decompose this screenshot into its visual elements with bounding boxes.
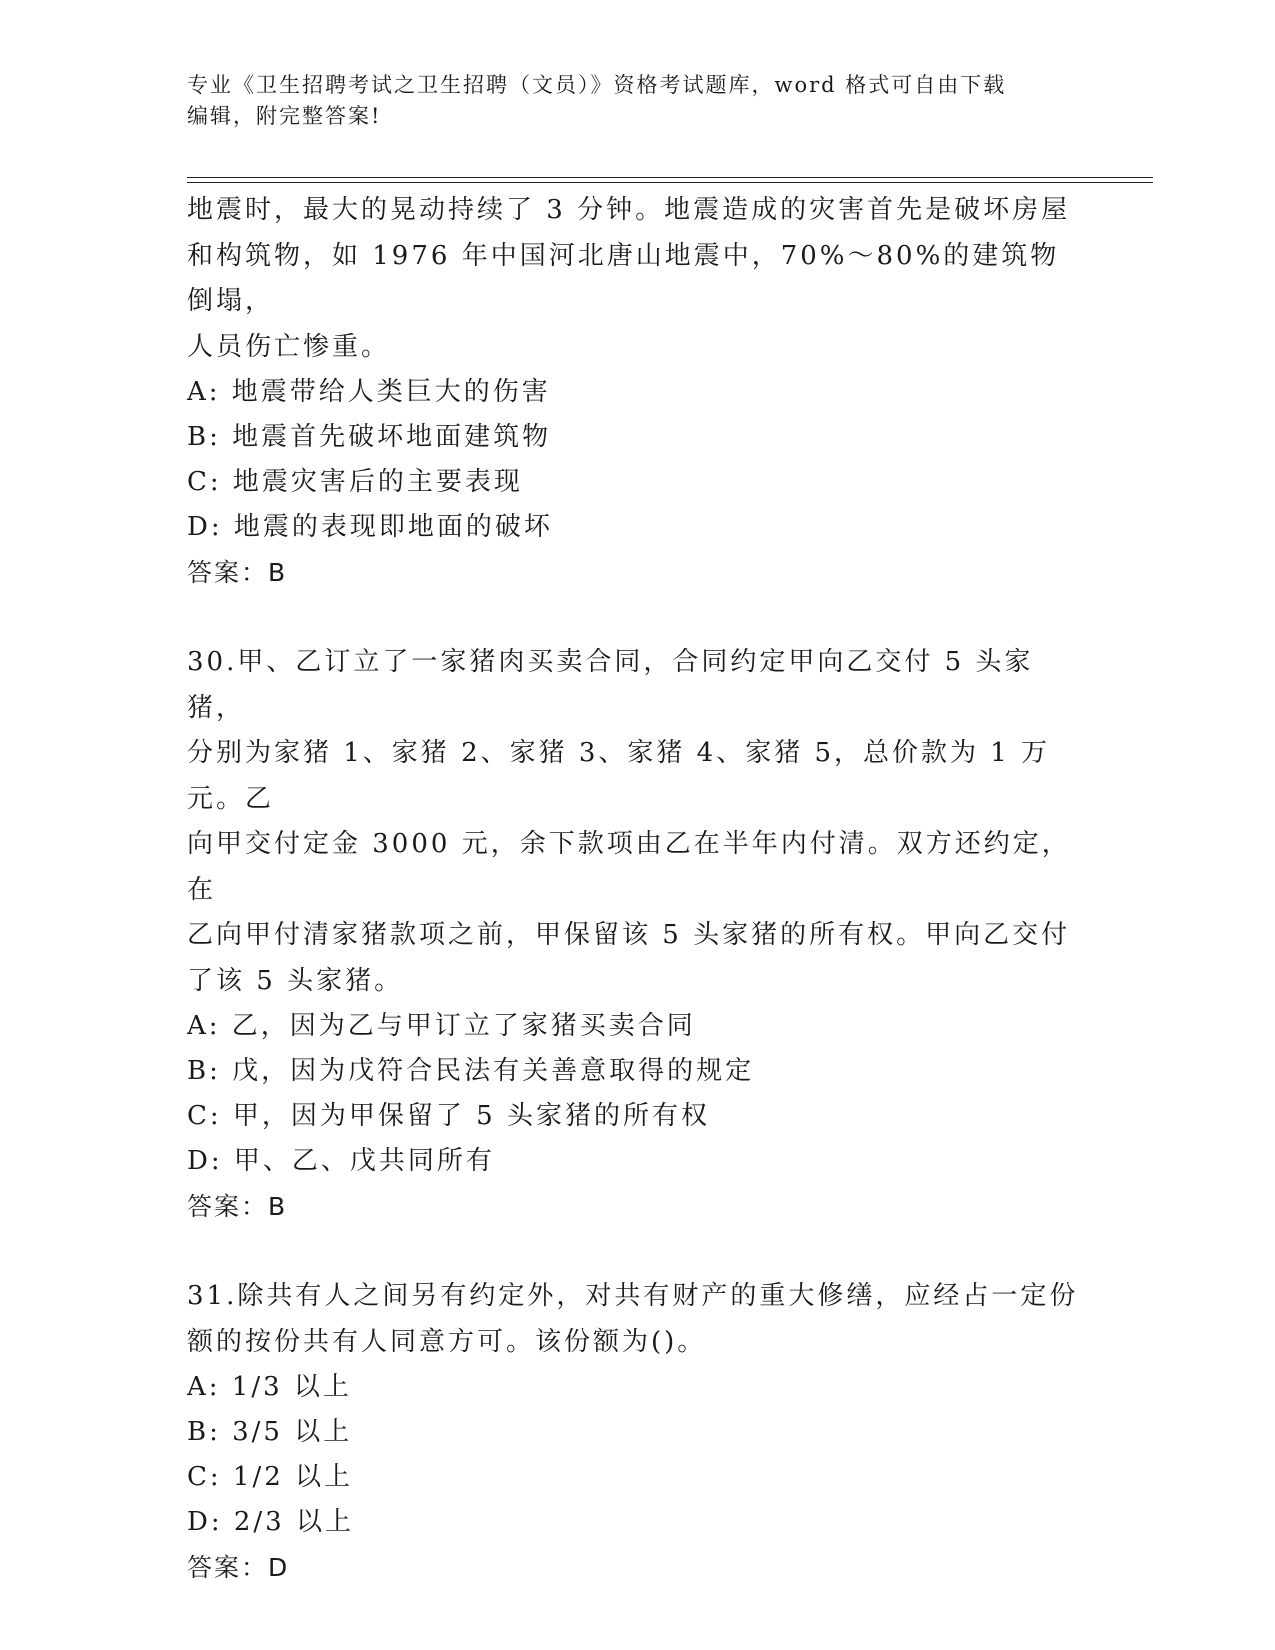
question-stem [187,1274,1087,1365]
option-b: B: 戊，因为戊符合民法有关善意取得的规定 [187,1056,755,1086]
question-block-31 [187,1274,1087,1590]
document-header [187,70,1087,132]
question-stem-line: 乙向甲付清家猪款项之前，甲保留该 5 头家猪的所有权。甲向乙交付 [187,920,1071,950]
option-d: D: 甲、乙、戊共同所有 [187,1146,495,1176]
option-c: C: 甲，因为甲保留了 5 头家猪的所有权 [187,1101,710,1131]
question-stem-line: 额的按份共有人同意方可。该份额为()。 [187,1326,707,1357]
question-block-30 [187,640,1087,1229]
option-b: B: 地震首先破坏地面建筑物 [187,422,552,452]
question-stem-line: 人员伤亡惨重。 [187,331,391,362]
option-a: A: 1/3 以上 [187,1372,352,1402]
header-line-1: 专业《卫生招聘考试之卫生招聘（文员）》资格考试题库，word 格式可自由下载 [187,73,1007,97]
option-a: A: 乙，因为乙与甲订立了家猪买卖合同 [187,1011,696,1041]
header-line-2: 编辑，附完整答案! [187,104,382,128]
answer-label: 答案：D [187,1553,290,1582]
question-list [187,188,1087,1590]
question-stem-line: 地震时，最大的晃动持续了 3 分钟。地震造成的灾害首先是破坏房屋 [187,195,1071,225]
answer-label: 答案：B [187,558,288,587]
question-stem-line: 向甲交付定金 3000 元，余下款项由乙在半年内付清。双方还约定，在 [187,829,1071,905]
question-stem-line: 31.除共有人之间另有约定外，对共有财产的重大修缮，应经占一定份 [187,1281,1079,1311]
question-block-29 [187,188,1087,595]
question-stem [187,188,1087,370]
question-stem-line: 和构筑物，如 1976 年中国河北唐山地震中，70%～80%的建筑物倒塌， [187,240,1060,316]
option-d: D: 地震的表现即地面的破坏 [187,512,553,542]
option-c: C: 1/2 以上 [187,1462,354,1492]
question-stem [187,640,1087,1004]
header-divider-bottom [187,182,1153,183]
option-c: C: 地震灾害后的主要表现 [187,467,523,497]
option-d: D: 2/3 以上 [187,1507,354,1537]
option-b: B: 3/5 以上 [187,1417,353,1447]
spacer [187,1229,1087,1274]
question-stem-line: 30.甲、乙订立了一家猪肉买卖合同，合同约定甲向乙交付 5 头家猪， [187,647,1034,723]
option-a: A: 地震带给人类巨大的伤害 [187,377,551,407]
header-divider-top [187,177,1153,178]
spacer [187,595,1087,640]
question-stem-line: 了该 5 头家猪。 [187,965,404,996]
answer-label: 答案：B [187,1192,288,1221]
question-stem-line: 分别为家猪 1、家猪 2、家猪 3、家猪 4、家猪 5，总价款为 1 万元。乙 [187,738,1051,814]
